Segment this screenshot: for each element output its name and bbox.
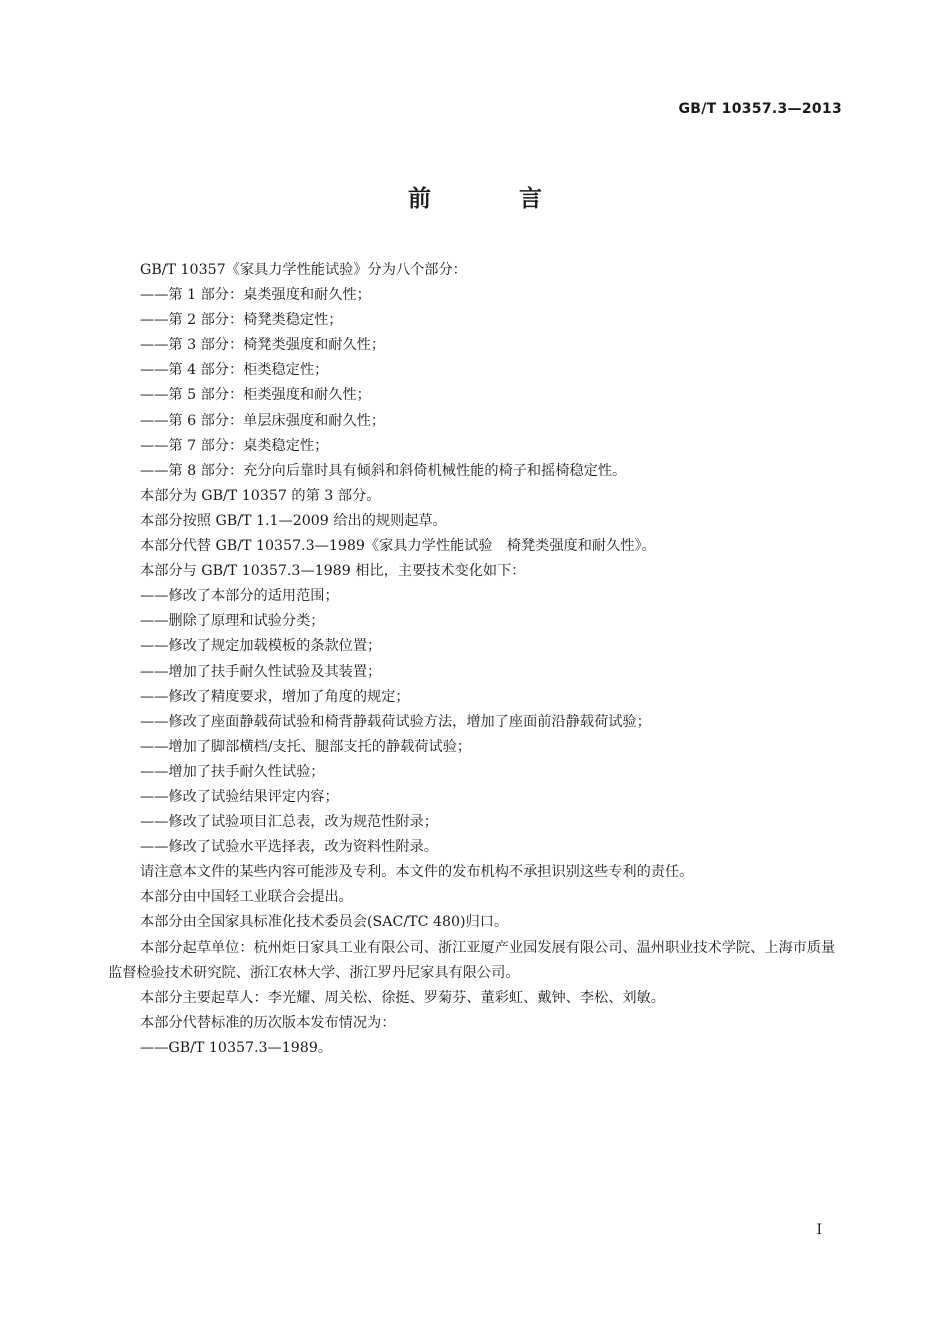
paragraph: 本部分代替标准的历次版本发布情况为： <box>140 1014 396 1031</box>
list-item: ——第 2 部分：椅凳类稳定性； <box>140 312 343 329</box>
list-item: ——第 1 部分：桌类强度和耐久性； <box>140 287 371 304</box>
paragraph: GB/T 10357《家具力学性能试验》分为八个部分： <box>140 262 467 278</box>
list-item: ——修改了试验水平选择表，改为资料性附录。 <box>140 839 438 856</box>
list-item: ——第 8 部分：充分向后靠时具有倾斜和斜倚机械性能的椅子和摇椅稳定性。 <box>140 462 627 479</box>
list-item: ——增加了脚部横档/支托、腿部支托的静载荷试验； <box>140 738 472 755</box>
list-item: ——修改了本部分的适用范围； <box>140 588 339 605</box>
list-item: ——GB/T 10357.3—1989。 <box>140 1039 333 1056</box>
list-item: ——第 6 部分：单层床强度和耐久性； <box>140 412 386 429</box>
list-item: ——删除了原理和试验分类； <box>140 613 325 630</box>
list-item: ——修改了精度要求，增加了角度的规定； <box>140 688 410 705</box>
paragraph: 本部分由中国轻工业联合会提出。 <box>140 889 353 906</box>
list-item: ——修改了座面静载荷试验和椅背静载荷试验方法，增加了座面前沿静载荷试验； <box>140 713 651 730</box>
list-item: ——修改了试验结果评定内容； <box>140 788 339 805</box>
paragraph: 本部分代替 GB/T 10357.3—1989《家具力学性能试验 椅凳类强度和耐久性》。 <box>140 538 656 555</box>
paragraph: 本部分与 GB/T 10357.3—1989 相比，主要技术变化如下： <box>140 563 526 580</box>
paragraph: 本部分为 GB/T 10357 的第 3 部分。 <box>140 487 381 504</box>
list-item: ——第 4 部分：柜类稳定性； <box>140 362 329 379</box>
paragraph: 本部分按照 GB/T 1.1—2009 给出的规则起草。 <box>140 512 447 529</box>
page-title: 前 言 <box>407 186 582 212</box>
list-item: ——第 5 部分：柜类强度和耐久性； <box>140 387 371 404</box>
paragraph: 本部分起草单位：杭州炬日家具工业有限公司、浙江亚厦产业园发展有限公司、温州职业技术学院、上海市质量监督检验技术研究院、浙江农林大学、浙江罗丹尼家具有限公司。 <box>108 939 836 981</box>
standard-code: GB/T 10357.3—2013 <box>678 101 842 117</box>
list-item: ——修改了规定加载模板的条款位置； <box>140 638 382 655</box>
list-item: ——第 7 部分：桌类稳定性； <box>140 437 329 454</box>
document-body <box>108 258 844 1061</box>
list-item: ——修改了试验项目汇总表，改为规范性附录； <box>140 814 438 831</box>
paragraph: 请注意本文件的某些内容可能涉及专利。本文件的发布机构不承担识别这些专利的责任。 <box>140 864 694 881</box>
list-item: ——增加了扶手耐久性试验及其装置； <box>140 663 382 680</box>
list-item: ——增加了扶手耐久性试验； <box>140 763 325 780</box>
paragraph: 本部分主要起草人：李光耀、周关松、徐挺、罗菊芬、董彩虹、戴钟、李松、刘敏。 <box>140 989 665 1006</box>
list-item: ——第 3 部分：椅凳类强度和耐久性； <box>140 337 386 354</box>
paragraph: 本部分由全国家具标准化技术委员会(SAC/TC 480)归口。 <box>140 914 509 931</box>
page-number: I <box>816 1222 822 1238</box>
